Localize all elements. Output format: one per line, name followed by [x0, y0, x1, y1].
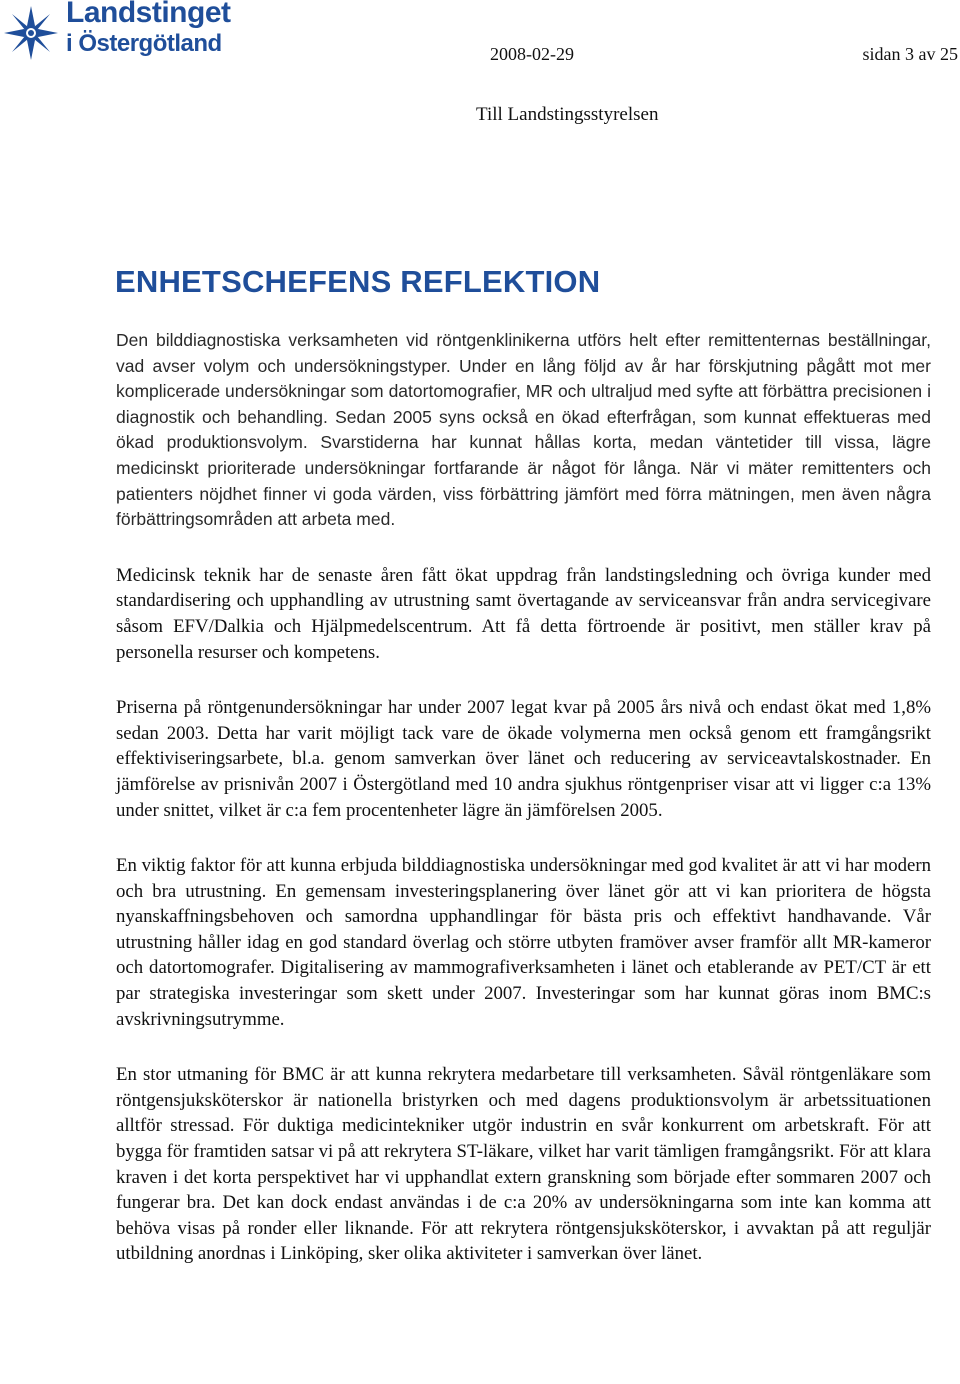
- paragraph: Medicinsk teknik har de senaste åren fått ökat uppdrag från landstingsledning och övriga kunder med standardisering och upphandling av utrustning samt övertagande av serviceansvar från andra servicegivare såsom EFV/Dalkia och Hjälpmedelscentrum. Att få detta förtroende är positivt, men ställer krav på personella resurser och kompetens.: [116, 564, 931, 663]
- paragraph: Den bilddiagnostiska verksamheten vid röntgenklinikerna utförs helt efter remittenternas beställningar, vad avser volym och undersökningstyper. Under en lång följd av år har förskjutning pågått mot mer komplicerade undersökningar som datortomografier, MR och ultraljud med syfte att förbättra precisionen i diagnostik och behandling. Sedan 2005 syns också en ökad efterfrågan, som kunnat effektueras med ökad produktionsvolym. Svarstiderna har kunnat hållas korta, medan väntetider till vissa, lägre medicinskt prioriterade undersökningar fortfarande är något för långa. När vi mäter remittenters och patienters nöjdhet finner vi goda värden, viss förbättring jämfört med förra mätningen, men även några förbättringsområden att arbeta med.: [116, 330, 931, 530]
- document-date: 2008-02-29: [490, 44, 574, 64]
- starburst-logo-icon: [2, 4, 60, 62]
- paragraph: En viktig faktor för att kunna erbjuda bilddiagnostiska undersökningar med god kvalitet är att vi har modern och bra utrustning. En gemensam investeringsplanering över länet gör att vi kan prioritera de högsta nyanskaffningsbehoven och samordna upphandlingar för bästa pris och effektivt handhavande. Vår utrustning håller idag en god standard överlag och större utbyten framöver avser framför allt MR-kameror och datortomografer. Digitalisering av mammografiverksamheten i länet och etablerande av PET/CT är ett par strategiska investeringar som skett under 2007. Investeringar som har kunnat göras inom BMC:s avskrivningsutrymme.: [116, 855, 931, 1030]
- logo-text-line2: i Östergötland: [66, 30, 222, 57]
- body-text: [116, 328, 931, 1267]
- paragraph: En stor utmaning för BMC är att kunna rekrytera medarbetare till verksamheten. Såväl röntgenläkare som röntgensjuksköterskor är nationella bristyrken och med dagens produktionsvolym är arbetssituationen alltför stressad. För duktiga medicintekniker utgör industrin en svår konkurrent om arbetskraft. För att bygga för framtiden satsar vi på att rekrytera ST-läkare, vilket har varit tämligen framgångsrikt. För att klara kraven i det korta perspektivet har vi upphandlat extern granskning som började efter sommaren 2007 och fungerar bra. Det kan dock endast användas i de c:a 20% av undersökningarna som inte kan komma att behöva visas på ronder eller liknande. För att rekrytera röntgensjuksköterskor, i avvaktan på att reguljär utbildning anordnas i Linköping, sker olika aktiviteter i samverkan över länet.: [116, 1064, 931, 1265]
- page-number: sidan 3 av 25: [862, 44, 958, 64]
- recipient-line: Till Landstingsstyrelsen: [476, 104, 659, 125]
- logo-text-line1: Landstinget: [66, 0, 231, 29]
- section-heading: ENHETSCHEFENS REFLEKTION: [115, 264, 601, 299]
- organization-logo: [2, 0, 247, 62]
- paragraph: Priserna på röntgenundersökningar har under 2007 legat kvar på 2005 års nivå och endast ökat med 1,8% sedan 2003. Detta har varit möjligt tack vare de ökade volymerna men också genom ett framgångsrikt effektiviseringsarbete, bl.a. genom samverkan över länet och reducering av serviceavtalskostnader. En jämförelse av prisnivån 2007 i Östergötland med 10 andra sjukhus röntgenpriser visar att vi ligger c:a 13% under snittet, vilket är c:a fem procentenheter lägre än jämförelsen 2005.: [116, 697, 931, 821]
